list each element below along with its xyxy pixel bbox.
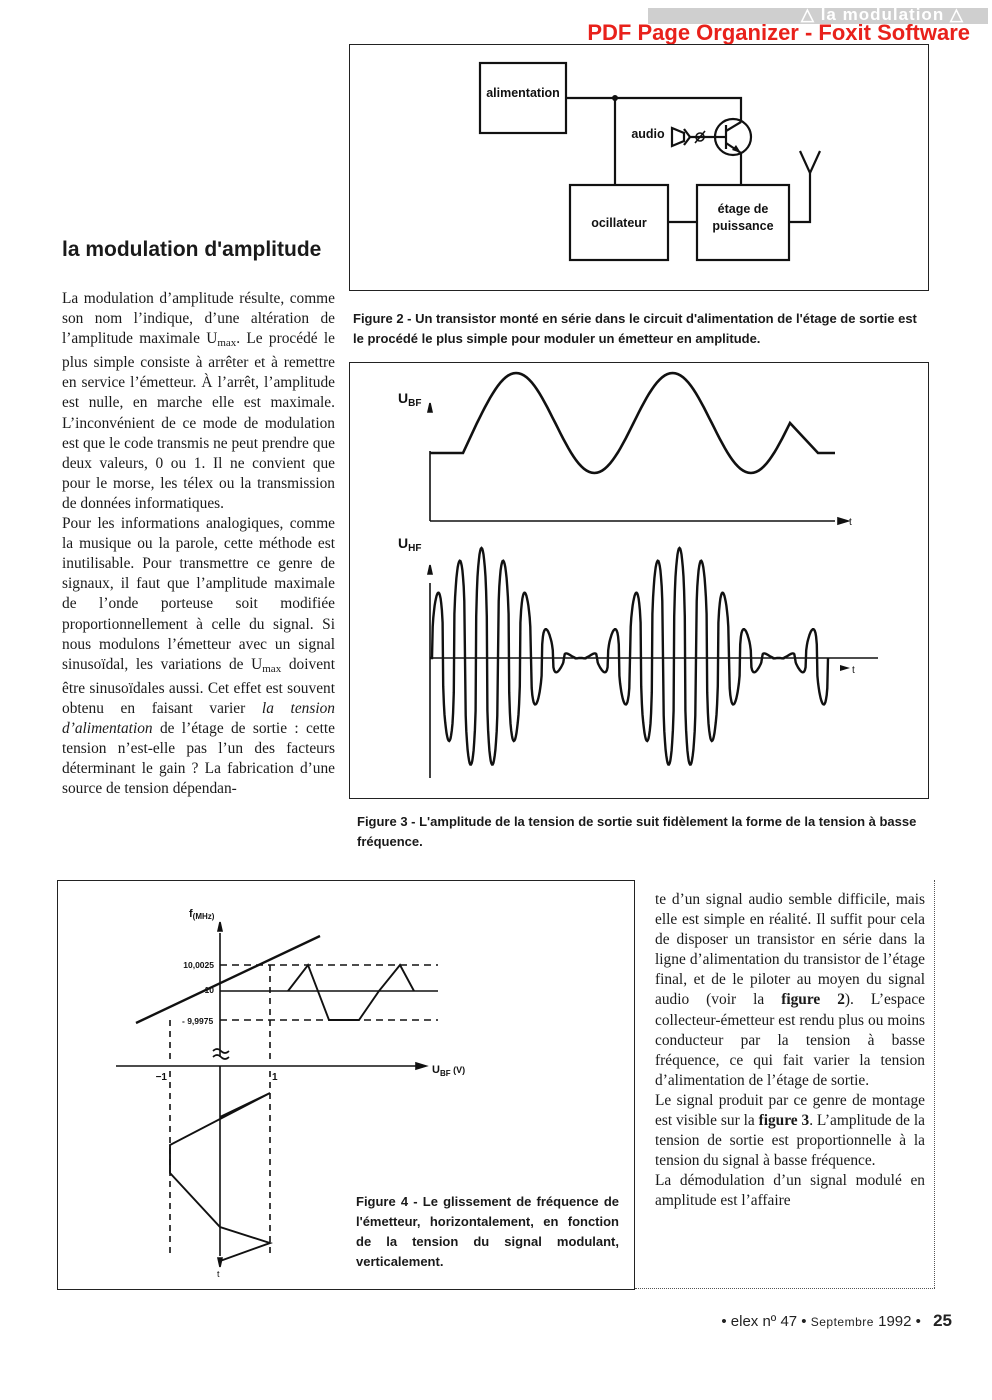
tick-9-9975: - 9,9975 (182, 1016, 214, 1026)
footer-month: Septembre (810, 1315, 874, 1329)
frequency-wave (288, 965, 414, 1020)
ubf-label: $U_{BF}$ (398, 390, 422, 409)
paragraph: Pour les informations analogiques, comme la musique ou la parole, cette méthode est inutilisable. Pour transmettre ce genre de signaux, il faut que l’amplitude maximale de l’onde porteuse soit modifiée proportionnellement à celle du signal. Si nous modulons l’émetteur avec un signal sinusoïdal, les variations de $U_{max}$ doivent être sinusoïdales aussi. Cet effet est souvent obtenu en faisant varier la tension d’alimentation de l’étage de sortie : cette tension n’est-elle pas l’un des facteurs déterminant le gain ? La fabrication d’une source de tension dépendan- (62, 515, 336, 798)
t-label-bottom: t (852, 665, 855, 676)
paragraph: La démodulation d’un signal modulé en amplitude est l’affaire (655, 1172, 925, 1210)
f-label: f(MHz) (189, 908, 215, 921)
uhf-label: $U_{HF}$ (398, 535, 422, 554)
label-supply: alimentation (486, 86, 560, 100)
t-label-top: t (849, 517, 852, 528)
label-audio: audio (631, 127, 665, 141)
figure-2-schematic (350, 45, 928, 290)
label-stage-line2: puissance (712, 219, 774, 233)
section-title: la modulation d'amplitude (62, 238, 322, 261)
footer-year: 1992 • (878, 1313, 921, 1330)
body-column-left (62, 289, 335, 799)
paragraph: Le signal produit par ce genre de montage est visible sur la figure 3. L’amplitude de la tension de sortie est proportionnelle à la tension du signal à basse fréquence. (655, 1091, 925, 1170)
page-footer (721, 1311, 952, 1331)
tick-10-0025: 10,0025 (183, 960, 214, 970)
uhf-signal-curve (430, 548, 828, 765)
t-label: t (217, 1269, 220, 1279)
tick-10: 10 (204, 985, 214, 995)
frequency-line (136, 936, 320, 1023)
page-number: 25 (933, 1311, 952, 1330)
figure-3-frame (349, 362, 929, 799)
paragraph: te d’un signal audio semble difficile, mais elle est simple en réalité. Il suffit pour cela de disposer un transistor en série dans la ligne d’alimentation du transistor de l’étage final, et de le piloter au moyen du signal audio (voir la figure 2). L’espace collecteur-émetteur est rendu plus ou moins conducteur par la tension à basse fréquence, ce qui fait varier la tension d’alimentation de l’étage de sortie. (655, 891, 926, 1089)
column-divider-bottom (635, 1288, 935, 1289)
x-axis-label: $U_{BF}$ $^{(V)}$ (432, 1064, 466, 1078)
watermark: PDF Page Organizer - Foxit Software (587, 20, 970, 45)
column-divider (934, 880, 935, 1288)
label-stage-line1: étage de (717, 202, 769, 216)
x-tick-1: 1 (272, 1072, 278, 1083)
label-oscillator: ocillateur (591, 216, 647, 230)
ubf-arrow (428, 403, 432, 412)
figure-2-frame (349, 44, 929, 291)
paragraph: La modulation d’amplitude résulte, comme son nom l’indique, d’une altération de l’amplitude maximale $U_{max}$. Le procédé le plus simple consiste à arrêter et à remettre en service l’émetteur. À l’arrêt, l’amplitude est nulle, en marche elle est maximale. L’inconvénient de ce mode de modulation est que le code transmis ne peut prendre que deux valeurs, 0 ou 1. Il ne convient que pour le morse, les télex ou la transmission de données informatiques. (62, 290, 335, 512)
figure-3-waveforms (350, 363, 928, 798)
figure-3-caption: Figure 3 - L'amplitude de la tension de sortie suit fidèlement la forme de la tension à basse fréquence. (357, 814, 917, 849)
x-tick-minus-1: −1 (155, 1072, 167, 1083)
magazine-issue: • elex nº 47 • (721, 1313, 807, 1330)
running-header: △ la modulation △ (800, 5, 964, 24)
body-column-right (655, 890, 925, 1212)
figure-2-caption: Figure 2 - Un transistor monté en série dans le circuit d'alimentation de l'étage de sortie est le procédé le plus simple pour moduler un émetteur en amplitude. (353, 311, 917, 346)
junction-dot (612, 95, 618, 101)
figure-4-caption: Figure 4 - Le glissement de fréquence de l'émetteur, horizontalement, en fonction de la tension du signal modulant, verticalement. (356, 1194, 619, 1269)
ubf-signal-curve (430, 373, 835, 473)
